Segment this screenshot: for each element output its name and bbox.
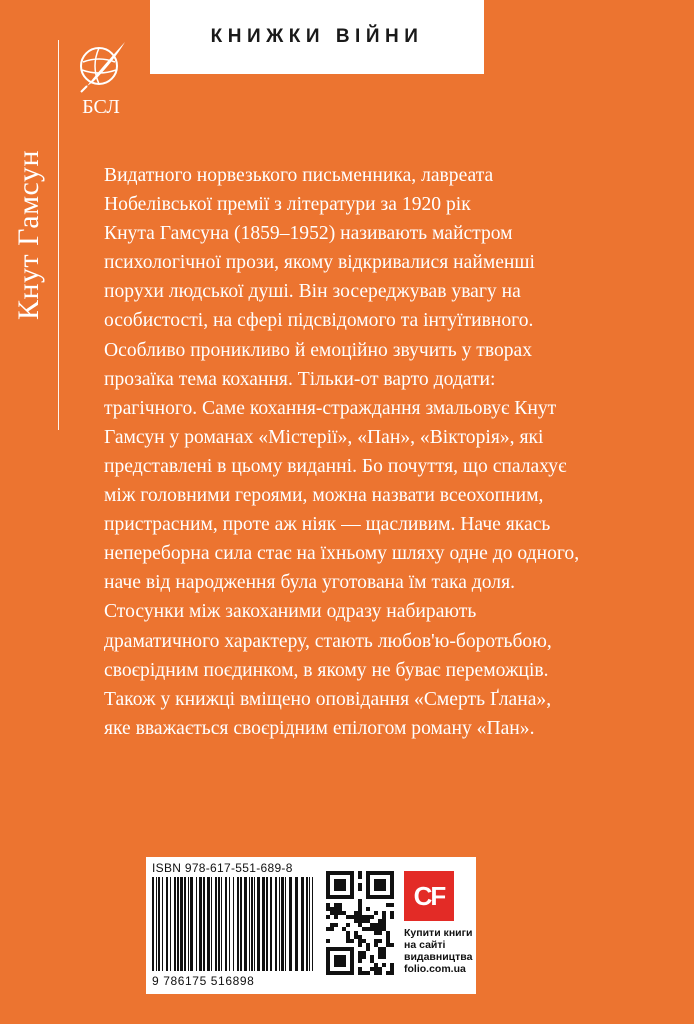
annotation-line: прозаїка тема кохання. Тільки-от варто додати: <box>104 368 496 390</box>
barcode-digits: 9 786175 516898 <box>152 974 255 988</box>
spine-author <box>0 40 59 430</box>
buy-text-line: видавництва <box>404 951 473 963</box>
series-title-box <box>150 0 484 74</box>
folio-logo <box>404 871 454 921</box>
annotation-line: непереборна сила стає на їхньому шляху одне до одного, <box>104 543 580 565</box>
spine-author-text: Кнут Гамсун <box>12 149 46 321</box>
annotation-line: психологічної прози, якому відкривалися найменші <box>104 252 535 274</box>
publisher-logo-text: БСЛ <box>82 96 120 118</box>
annotation-line: своєрідним поєдинком, в якому не буває переможців. <box>104 659 549 681</box>
series-title: КНИЖКИ ВІЙНИ <box>210 26 424 47</box>
annotation-line: представлені в цьому виданні. Бо почуття, що спалахує <box>104 455 567 477</box>
barcode <box>150 877 318 973</box>
annotation-line: наче від народження була уготована їм така доля. <box>104 572 515 594</box>
buy-text-line: на сайті <box>404 939 446 951</box>
annotation-line: Стосунки між закоханими одразу набирають <box>104 601 477 623</box>
qr-code <box>326 871 396 975</box>
annotation-line: Особливо проникливо й емоційно звучить у творах <box>104 339 533 361</box>
annotation-line: порухи людської душі. Він зосереджував увагу на <box>104 281 521 303</box>
folio-logo-text: CF <box>413 880 445 911</box>
annotation-line: пристрасним, проте аж ніяк — щасливим. Наче якась <box>104 514 551 536</box>
annotation-line: драматичного характеру, стають любов'ю-боротьбою, <box>104 630 552 652</box>
annotation-line: між головними героями, можна назвати всеохопним, <box>104 485 544 507</box>
annotation-text <box>104 161 624 743</box>
annotation-line: Кнута Гамсуна (1859–1952) називають майстром <box>104 223 513 245</box>
barcode-panel <box>146 857 476 994</box>
annotation-line: Гамсун у романах «Містерії», «Пан», «Вікторія», які <box>104 426 544 448</box>
annotation-line: яке вважається своєрідним епілогом роману «Пан». <box>104 717 535 739</box>
annotation-line: особистості, на сфері підсвідомого та інтуїтивного. <box>104 310 534 332</box>
buy-text-line: folio.com.ua <box>404 963 466 975</box>
publisher-logo <box>66 36 136 126</box>
annotation-line: трагічного. Саме кохання-страждання змальовує Кнут <box>104 397 557 419</box>
isbn-text: ISBN 978-617-551-689-8 <box>152 861 293 875</box>
buy-text-line: Купити книги <box>404 927 473 939</box>
feather-globe-icon <box>73 36 129 94</box>
annotation-line: Видатного норвезького письменника, лавреата <box>104 165 494 186</box>
annotation-line: Нобелівської премії з літератури за 1920 рік <box>104 194 471 216</box>
buy-books-text <box>404 927 476 975</box>
annotation-line: Також у книжці вміщено оповідання «Смерть Ґлана», <box>104 688 552 710</box>
